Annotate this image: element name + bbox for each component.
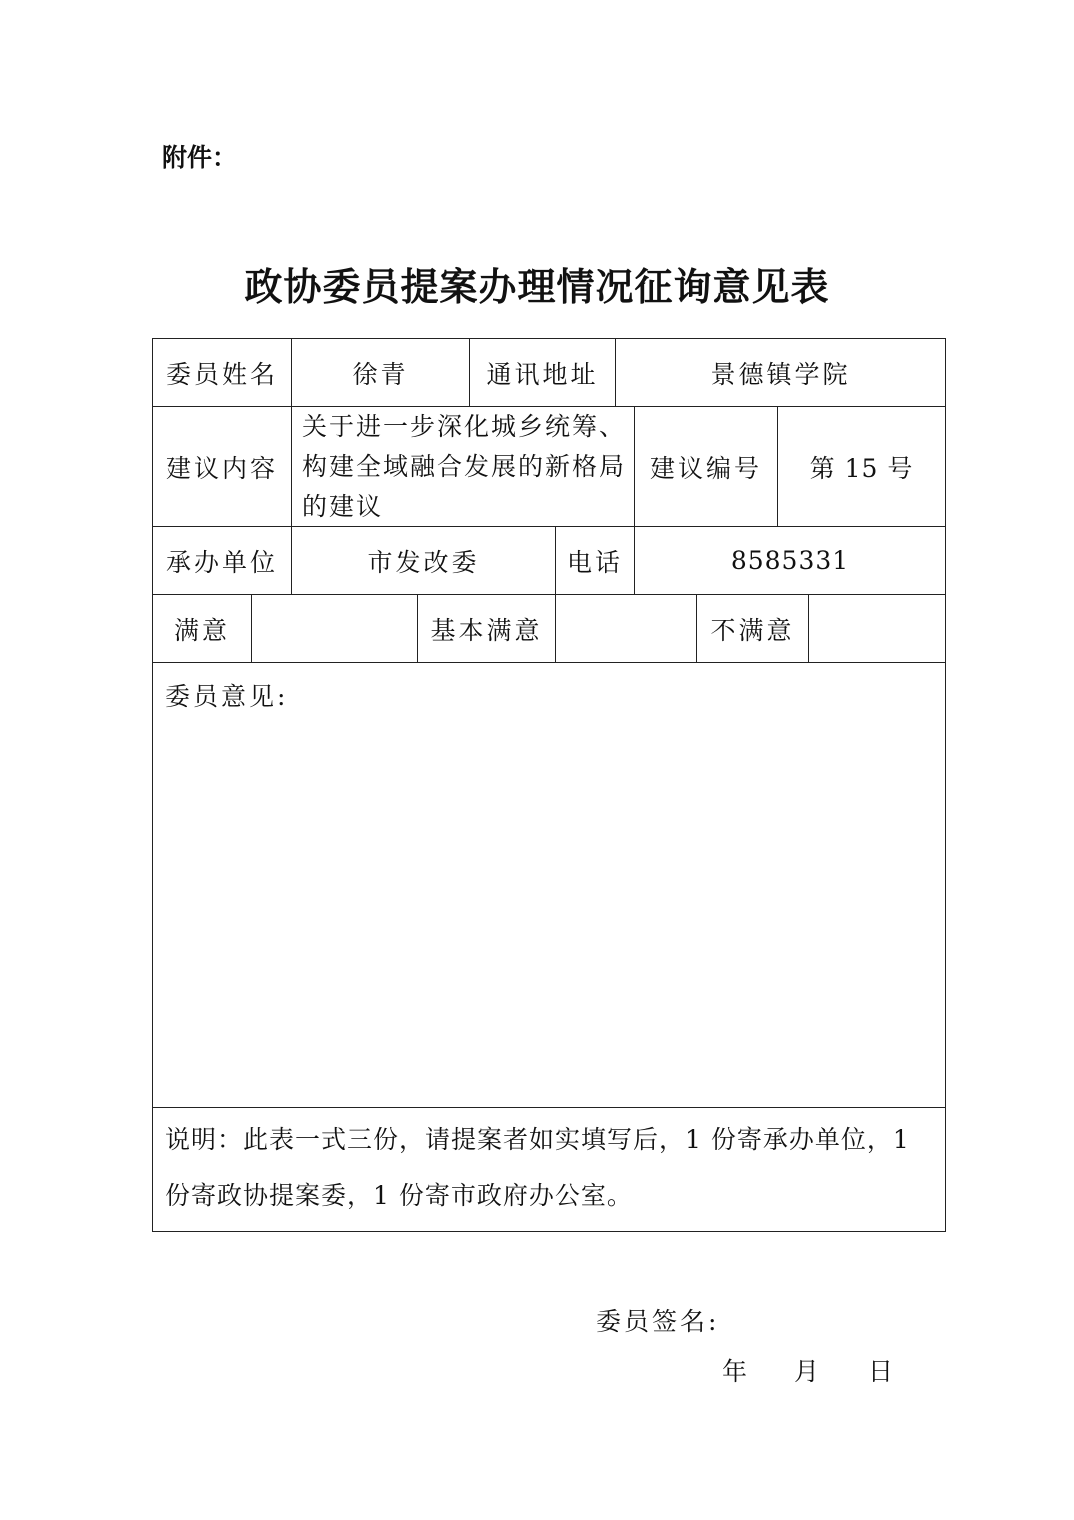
address-value[interactable]: 景德镇学院 [710, 359, 851, 389]
proposal-row [153, 407, 945, 527]
satisfied-label: 满意 [153, 595, 252, 662]
member-name-value[interactable]: 徐青 [292, 339, 470, 406]
note-row [153, 1108, 945, 1231]
signature-label: 委员签名: [596, 1307, 720, 1336]
satisfied-checkbox-cell[interactable] [252, 595, 418, 662]
member-name-label: 委员姓名 [153, 339, 292, 406]
proposal-number-value[interactable]: 第 15 号 [809, 453, 914, 483]
opinion-label: 委员意见: [165, 682, 289, 711]
handler-unit-value[interactable]: 市发改委 [292, 527, 556, 594]
phone-value[interactable]: 8585331 [730, 546, 850, 575]
date-year: 年 [722, 1357, 748, 1386]
proposal-content-value[interactable]: 关于进一步深化城乡统筹、构建全域融合发展的新格局的建议 [292, 407, 635, 526]
proposal-content-label: 建议内容 [153, 407, 292, 526]
opinion-row[interactable] [153, 663, 945, 1108]
page-title: 政协委员提案办理情况征询意见表 [244, 264, 830, 309]
basic-satisfied-label: 基本满意 [418, 595, 556, 662]
handler-row [153, 527, 945, 595]
handler-unit-label: 承办单位 [153, 527, 292, 594]
attachment-label: 附件： [162, 143, 238, 172]
date-day: 日 [868, 1357, 894, 1386]
satisfaction-row [153, 595, 945, 663]
unsatisfied-label: 不满意 [697, 595, 809, 662]
unsatisfied-checkbox-cell[interactable] [809, 595, 945, 662]
date-month: 月 [794, 1357, 820, 1386]
address-label: 通讯地址 [470, 339, 616, 406]
proposal-number-label: 建议编号 [635, 407, 778, 526]
survey-form-table [152, 338, 946, 1232]
phone-label: 电话 [556, 527, 635, 594]
note-text: 说明：此表一式三份，请提案者如实填写后，1 份寄承办单位，1 份寄政协提案委，1 份寄市政府办公室。 [165, 1125, 910, 1210]
member-row [153, 339, 945, 407]
basic-satisfied-checkbox-cell[interactable] [556, 595, 697, 662]
